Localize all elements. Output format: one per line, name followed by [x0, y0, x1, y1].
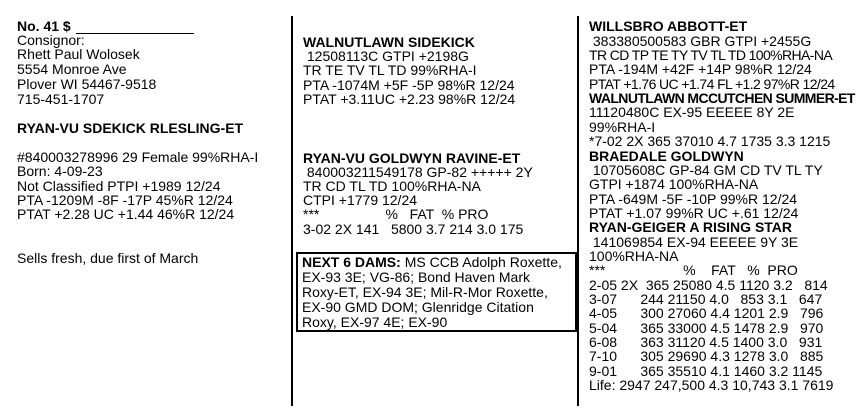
- record-row: 6-08 363 31120 4.5 1400 3.0 931: [589, 334, 823, 350]
- record-row: 2-05 2X 365 25080 4.5 1120 3.2 814: [589, 277, 828, 293]
- next-dams-line: EX-90 GMD DOM; Glenridge Citation: [302, 299, 534, 315]
- third-sire-line: PTA -649M -5F -10P 99%R 12/24: [589, 191, 798, 207]
- record-row: 5-04 365 33000 4.5 1478 2.9 970: [589, 320, 824, 336]
- price-blank-line: [76, 33, 194, 34]
- consignor-phone: 715-451-1707: [17, 91, 105, 107]
- column-divider-left: [291, 16, 293, 406]
- sire-name: WALNUTLAWN SIDEKICK: [303, 34, 475, 50]
- third-sire-line: 10705608C GP-84 GM CD TV TL TY: [589, 162, 823, 178]
- third-sire-line: GTPI +1874 100%RHA-NA: [589, 176, 759, 192]
- sire-line: PTAT +3.11UC +2.23 98%R 12/24: [303, 91, 516, 107]
- next-dams-text: MS CCB Adolph Roxette,: [404, 254, 562, 270]
- animal-born: Born: 4-09-23: [17, 163, 103, 179]
- dam-line: CTPI +1779 12/24: [303, 192, 418, 208]
- animal-id-line: #840003278996 29 Female 99%RHA-I: [17, 149, 259, 165]
- third-sire-name: BRAEDALE GOLDWYN: [589, 148, 744, 164]
- dam-line: TR CD TL TD 100%RHA-NA: [303, 178, 481, 194]
- lifetime-record: Life: 2947 247,500 4.3 10,743 3.1 7619: [589, 377, 834, 393]
- dam-line: 840003211549178 GP-82 +++++ 2Y: [303, 164, 533, 180]
- dam-record-header: *** % FAT % PRO: [303, 206, 489, 222]
- record-header: *** % FAT % PRO: [589, 262, 798, 278]
- next-dams-line: Roxy-ET, EX-94 3E; Mil-R-Mor Roxette,: [302, 284, 548, 300]
- third-dam-name: RYAN-GEIGER A RISING STAR: [589, 219, 793, 235]
- next-dams-line: [302, 255, 562, 270]
- mgs-dam-name: WALNUTLAWN MCCUTCHEN SUMMER-ET: [589, 90, 855, 106]
- record-row: 7-10 305 29690 4.3 1278 3.0 885: [589, 348, 824, 364]
- sire-line: 12508113C GTPI +2198G: [303, 48, 469, 64]
- mgs-dam-line: 11120480C EX-95 EEEEE 8Y 2E: [589, 104, 795, 120]
- sire-line: PTA -1074M +5F -5P 98%R 12/24: [303, 77, 515, 93]
- mgs-line: PTAT +1.76 UC +1.74 FL +1.2 97%R 12/24: [589, 76, 835, 92]
- next-dams-line: EX-93 3E; VG-86; Bond Haven Mark: [302, 269, 530, 285]
- mgs-line: PTA -194M +42F +14P 98%R 12/24: [589, 61, 812, 77]
- record-row: 9-01 365 35510 4.1 1460 3.2 1145: [589, 363, 823, 379]
- mgs-dam-line: *7-02 2X 365 37010 4.7 1735 3.3 1215: [589, 133, 831, 149]
- consignor-name: Rhett Paul Wolosek: [17, 46, 140, 62]
- record-row: 4-05 300 27060 4.4 1201 2.9 796: [589, 305, 824, 321]
- third-sire-line: PTAT +1.07 99%R UC +.61 12/24: [589, 205, 799, 221]
- animal-name: RYAN-VU SDEKICK RLESLING-ET: [17, 120, 244, 136]
- record-row: 3-07 244 21150 4.0 853 3.1 647: [589, 291, 823, 307]
- consignor-label: Consignor:: [17, 32, 85, 48]
- mgs-dam-line: 99%RHA-I: [589, 119, 656, 135]
- third-dam-line: 100%RHA-NA: [589, 248, 679, 264]
- column-divider-right: [577, 16, 579, 406]
- consignor-street: 5554 Monroe Ave: [17, 61, 127, 77]
- mgs-line: TR CD TP TE TY TV TL TD 100%RHA-NA: [589, 47, 833, 63]
- next-dams-label: NEXT 6 DAMS:: [302, 254, 401, 270]
- sale-note: Sells fresh, due first of March: [17, 250, 199, 266]
- mgs-line: 383380500583 GBR GTPI +2455G: [589, 33, 812, 49]
- next-dams-line: Roxy, EX-97 4E; EX-90: [302, 314, 448, 330]
- dam-name: RYAN-VU GOLDWYN RAVINE-ET: [303, 150, 521, 166]
- dam-record: 3-02 2X 141 5800 3.7 214 3.0 175: [303, 221, 524, 237]
- mgs-name: WILLSBRO ABBOTT-ET: [589, 18, 748, 34]
- lot-number: No. 41 $: [17, 18, 71, 34]
- animal-ptat: PTAT +2.28 UC +1.44 46%R 12/24: [17, 206, 235, 222]
- animal-pta: PTA -1209M -8F -17P 45%R 12/24: [17, 192, 233, 208]
- consignor-city: Plover WI 54467-9518: [17, 76, 157, 92]
- animal-classification: Not Classified PTPI +1989 12/24: [17, 178, 221, 194]
- third-dam-line: 141069854 EX-94 EEEEE 9Y 3E: [589, 234, 799, 250]
- sire-line: TR TE TV TL TD 99%RHA-I: [303, 62, 477, 78]
